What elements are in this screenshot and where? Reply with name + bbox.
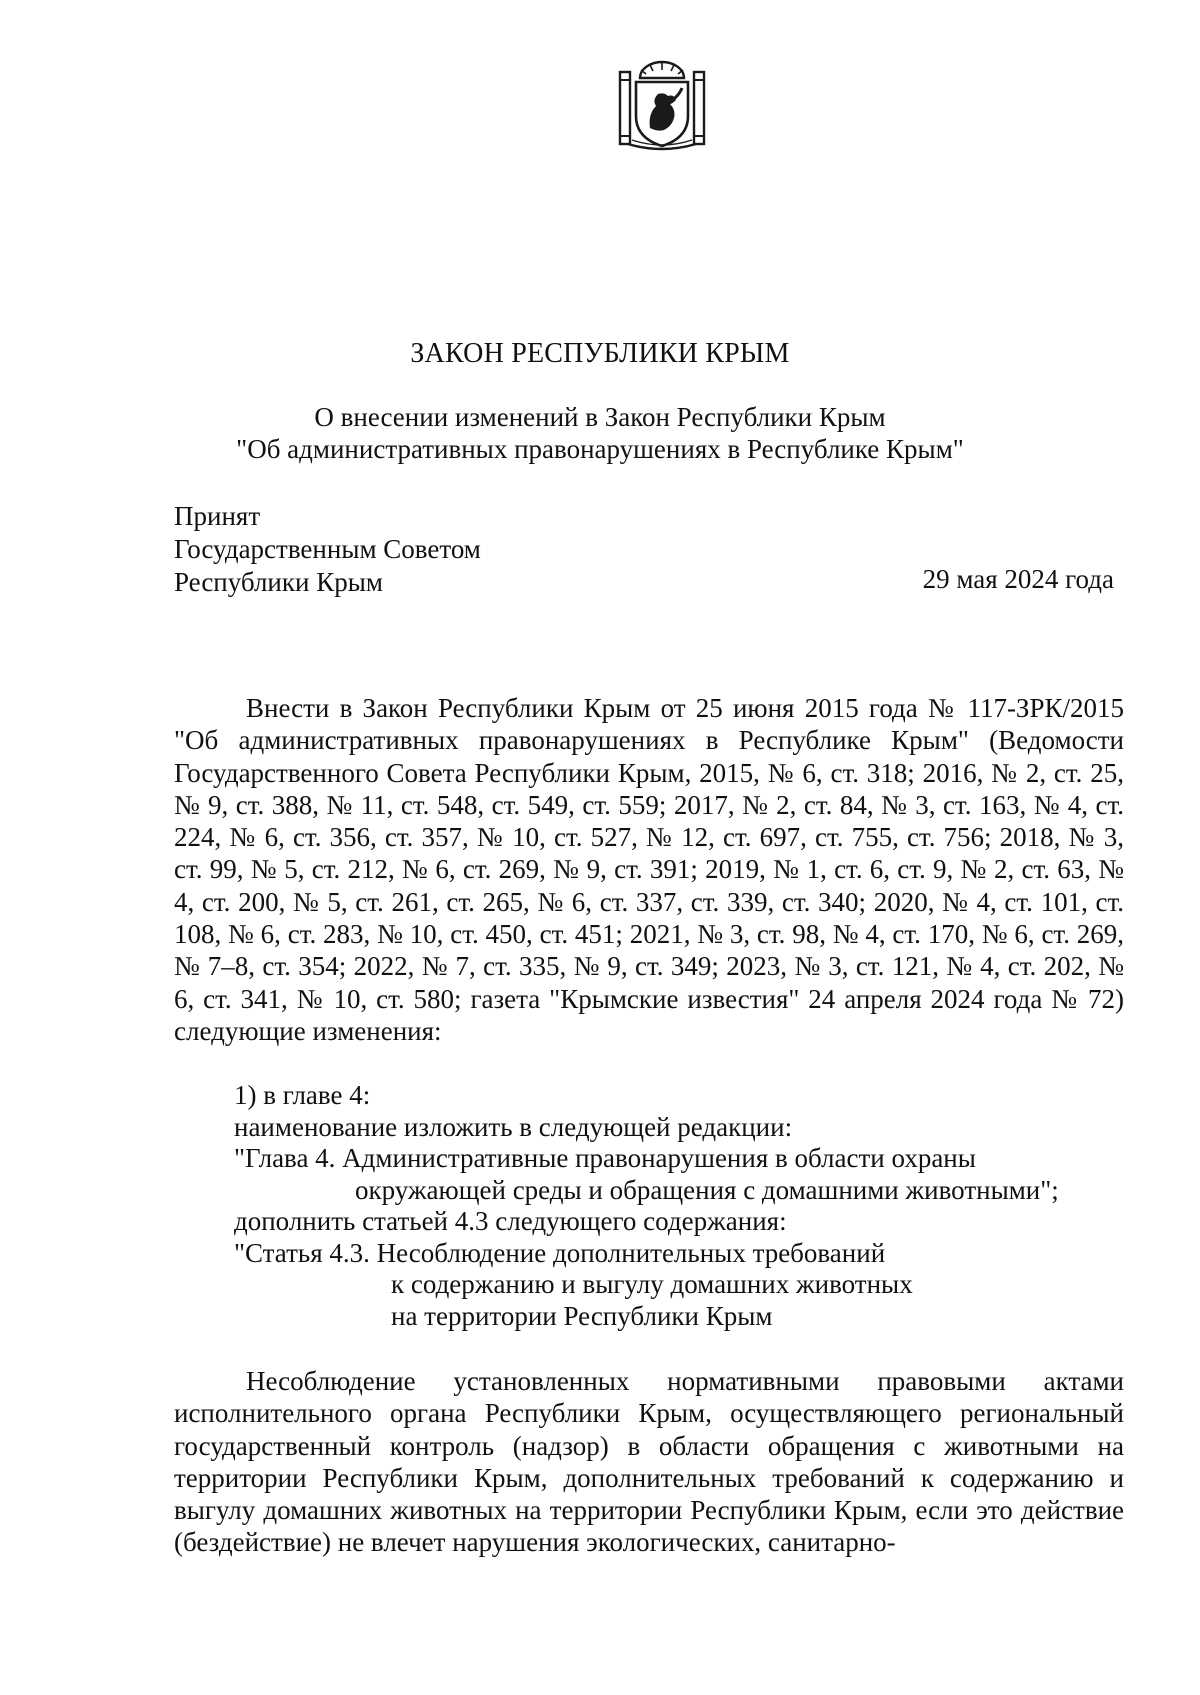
article-title-line: "Статья 4.3. Несоблюдение дополнительных требований bbox=[234, 1237, 886, 1268]
adopted-line: Республики Крым bbox=[174, 567, 383, 597]
adopted-line: Государственным Советом bbox=[174, 534, 481, 564]
law-title: ЗАКОН РЕСПУБЛИКИ КРЫМ bbox=[410, 338, 790, 369]
law-subtitle bbox=[0, 401, 1200, 465]
coat-of-arms-icon bbox=[614, 58, 710, 154]
body-paragraph-article: Несоблюдение установленных нормативными правовыми актами исполнительного органа Республики Крым, осуществляющего региональный государственный контроль (надзор) в области обращения с животными на территории Республики Крым, дополнительных требований к содержанию и выгулу домашних животных на территории Республики Крым, если это действие (бездействие) не влечет нарушения экологических, санитарно- bbox=[174, 1366, 1124, 1558]
chapter-title-line: окружающей среды и обращения с домашними животными"; bbox=[355, 1174, 1059, 1205]
body-paragraph-intro: Внести в Закон Республики Крым от 25 июня 2015 года № 117-ЗРК/2015 "Об административных правонарушениях в Республике Крым" (Ведомости Государственного Совета Республики Крым, 2015, № 6, ст. 318; 2016, № 2, ст. 25, № 9, ст. 388, № 11, ст. 548, ст. 549, ст. 559; 2017, № 2, ст. 84, № 3, ст. 163, № 4, ст. 224, № 6, ст. 356, ст. 357, № 10, ст. 527, № 12, ст. 697, ст. 755, ст. 756; 2018, № 3, ст. 99, № 5, ст. 212, № 6, ст. 269, № 9, ст. 391; 2019, № 1, ст. 6, ст. 9, № 2, ст. 63, № 4, ст. 200, № 5, ст. 261, ст. 265, № 6, ст. 337, ст. 339, ст. 340; 2020, № 4, ст. 101, ст. 108, № 6, ст. 283, № 10, ст. 450, ст. 451; 2021, № 3, ст. 98, № 4, ст. 170, № 6, ст. 269, № 7–8, ст. 354; 2022, № 7, ст. 335, № 9, ст. 349; 2023, № 3, ст. 121, № 4, ст. 202, № 6, ст. 341, № 10, ст. 580; газета "Крымские известия" 24 апреля 2024 года № 72) следующие изменения: bbox=[174, 693, 1124, 1046]
chapter-title-line: "Глава 4. Административные правонарушения в области охраны bbox=[234, 1143, 976, 1173]
list-item: дополнить статьей 4.3 следующего содержания: bbox=[234, 1206, 787, 1236]
amendments-list bbox=[234, 1079, 1094, 1331]
article-title-line: на территории Республики Крым bbox=[391, 1300, 773, 1331]
list-item: наименование изложить в следующей редакции: bbox=[234, 1111, 793, 1142]
subtitle-line: "Об административных правонарушениях в Республике Крым" bbox=[236, 434, 964, 464]
subtitle-line: О внесении изменений в Закон Республики Крым bbox=[314, 402, 886, 432]
adoption-date: 29 мая 2024 года bbox=[922, 564, 1114, 594]
list-item: 1) в главе 4: bbox=[234, 1080, 371, 1110]
article-title-line: к содержанию и выгулу домашних животных bbox=[391, 1269, 913, 1299]
adopted-line: Принят bbox=[174, 501, 261, 531]
